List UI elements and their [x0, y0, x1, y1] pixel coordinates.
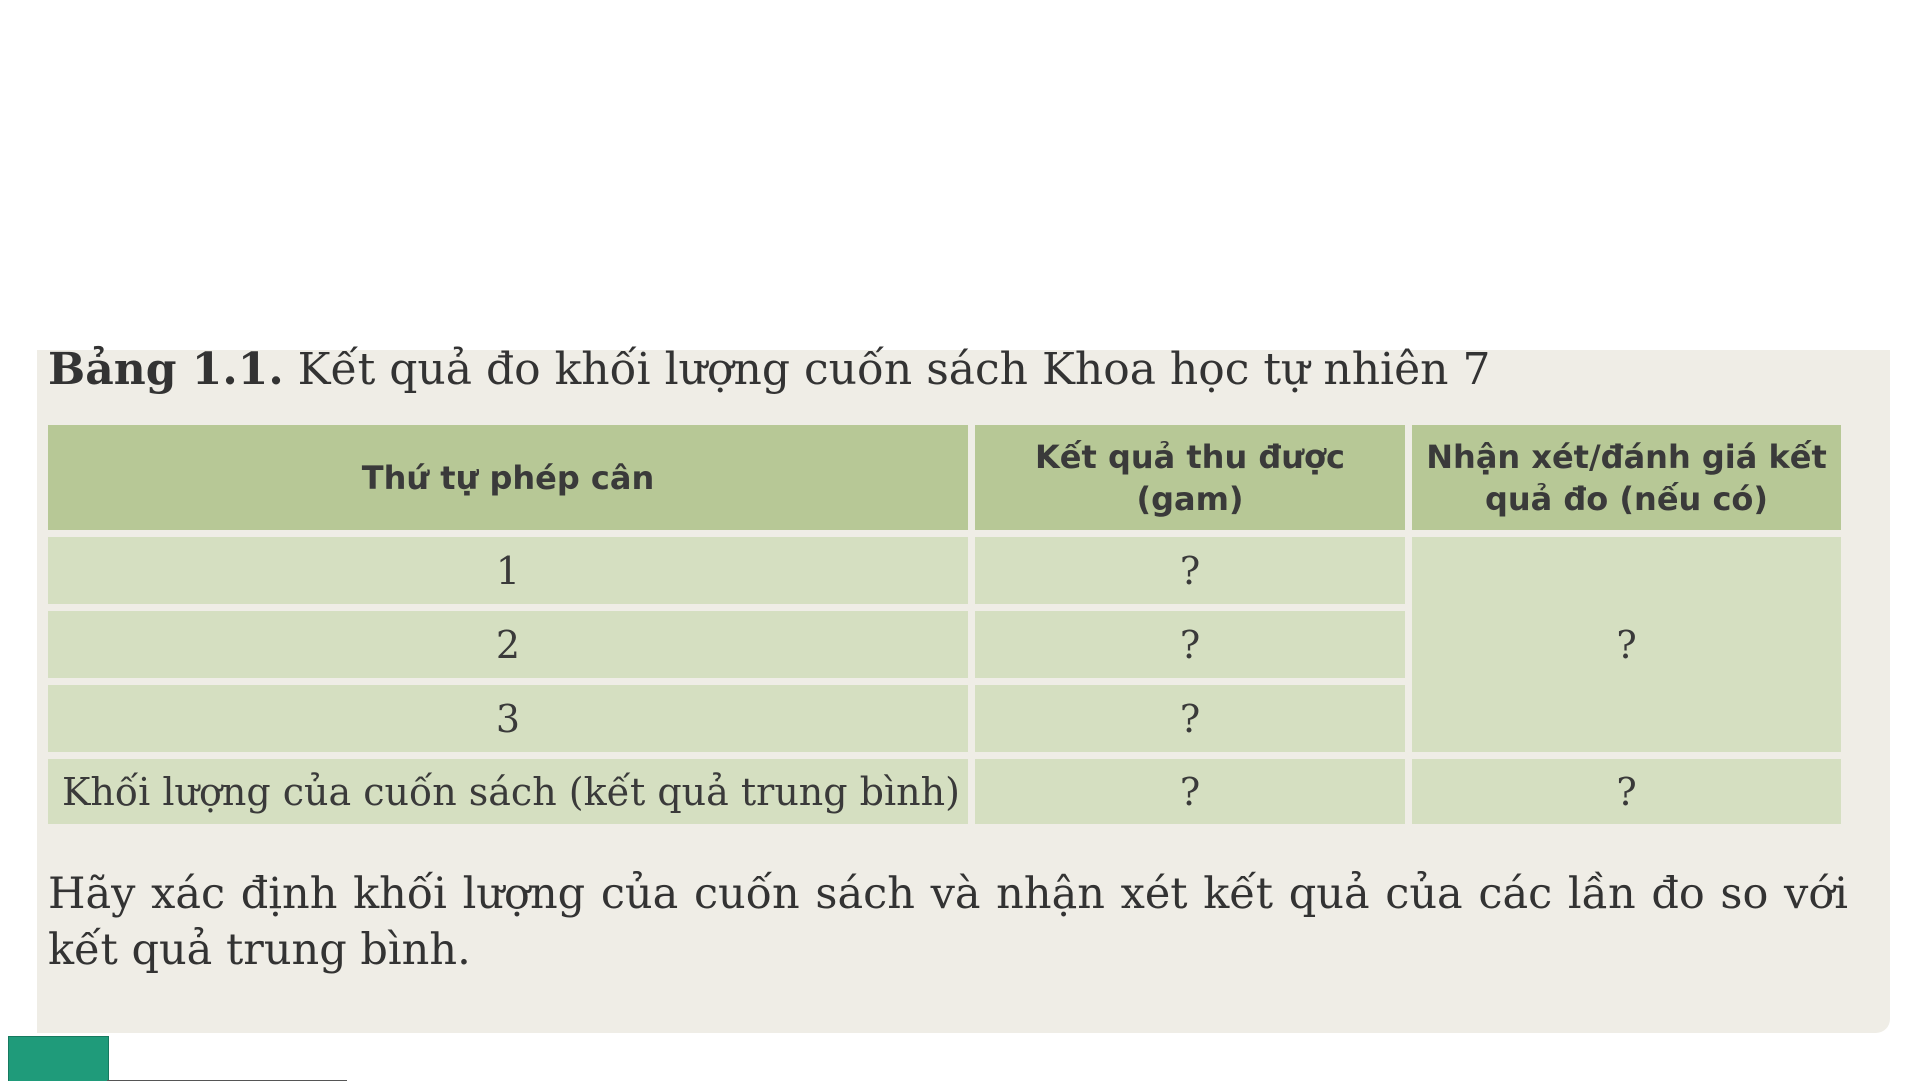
- header-result: Kết quả thu được (gam): [975, 425, 1405, 530]
- cell-result: ?: [975, 611, 1405, 678]
- table-caption-label: Bảng 1.1.: [48, 344, 284, 395]
- footer-color-block: [8, 1036, 109, 1081]
- table-header-row: [48, 425, 1841, 530]
- cell-order: 3: [48, 685, 968, 752]
- cell-result: ?: [975, 685, 1405, 752]
- table-caption: [48, 344, 1490, 396]
- cell-merged-comment: ?: [1412, 537, 1841, 752]
- cell-summary-result: ?: [975, 759, 1405, 824]
- header-comment: Nhận xét/đánh giá kết quả đo (nếu có): [1412, 425, 1841, 530]
- cell-summary-comment: ?: [1412, 759, 1841, 824]
- measurement-table: [41, 418, 1848, 831]
- table-summary-row: [48, 759, 1841, 824]
- table-row: [48, 537, 1841, 604]
- cell-order: 1: [48, 537, 968, 604]
- header-order: Thứ tự phép cân: [48, 425, 968, 530]
- cell-result: ?: [975, 537, 1405, 604]
- cell-summary-label: Khối lượng của cuốn sách (kết quả trung bình): [48, 759, 968, 824]
- question-text: Hãy xác định khối lượng của cuốn sách và nhận xét kết quả của các lần đo so với kết quả trung bình.: [48, 869, 1848, 975]
- table-caption-text: Kết quả đo khối lượng cuốn sách Khoa học tự nhiên 7: [297, 344, 1491, 395]
- cell-order: 2: [48, 611, 968, 678]
